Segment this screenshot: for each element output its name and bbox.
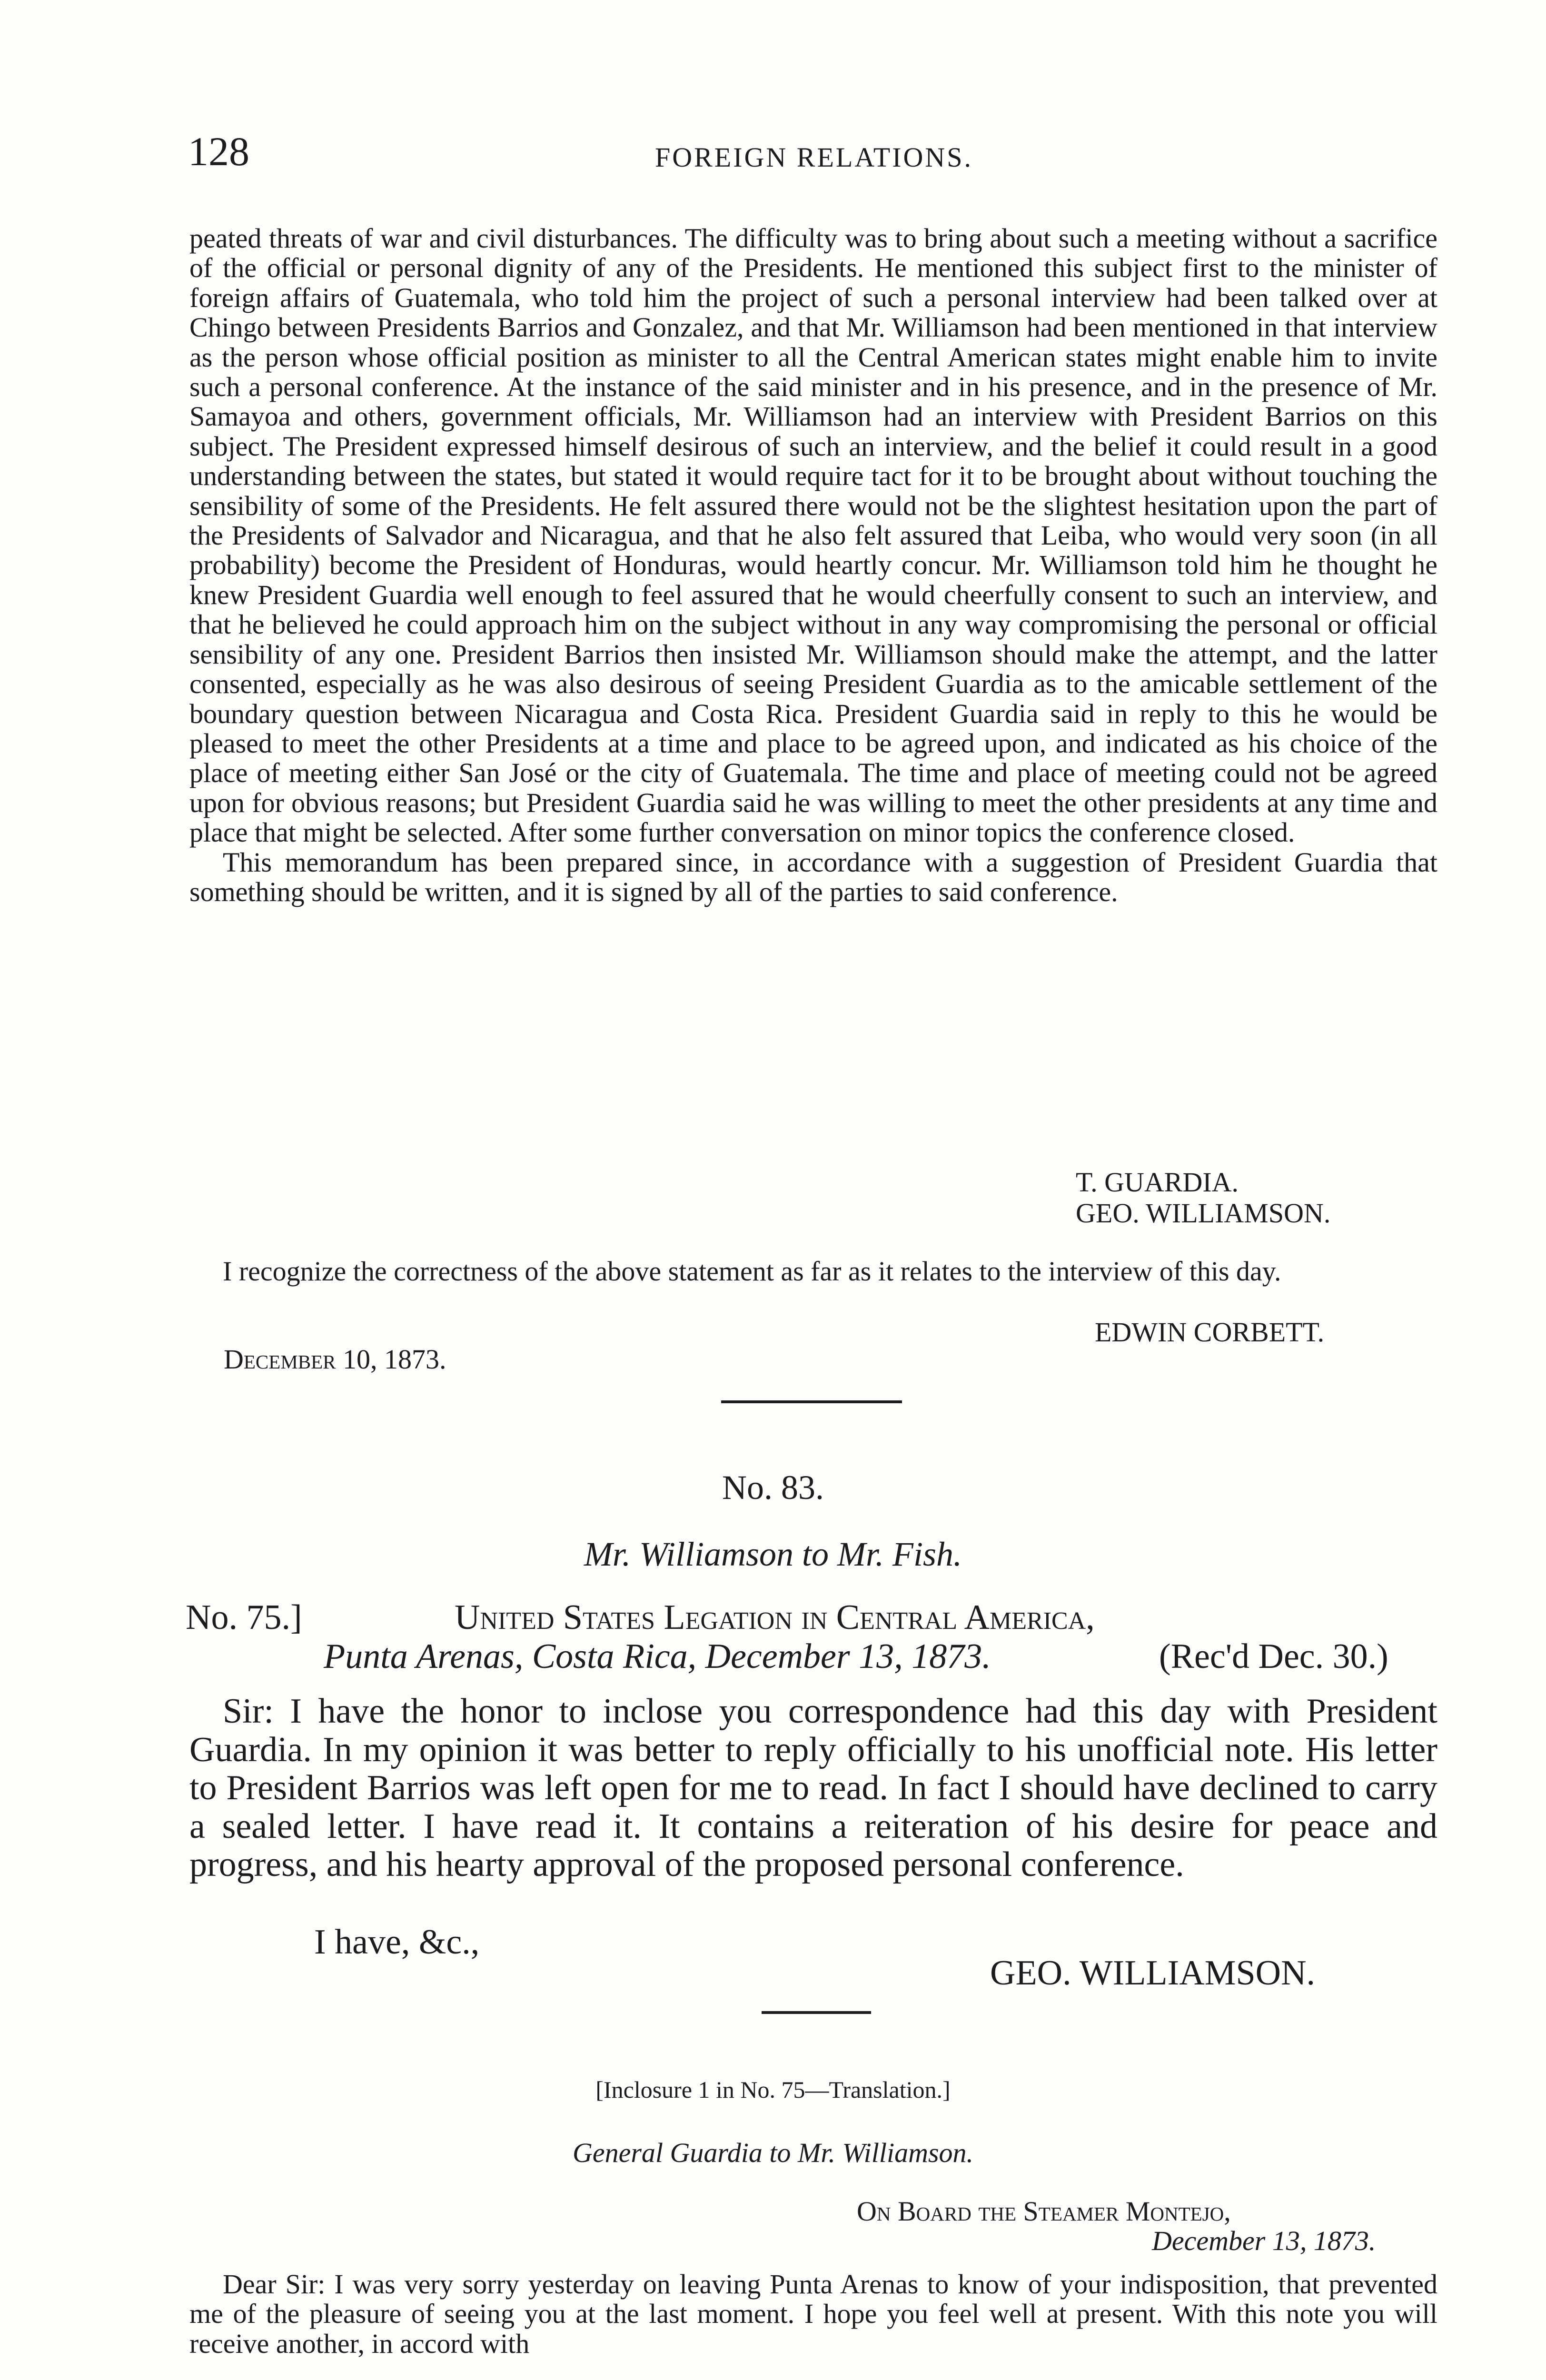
legation-heading: United States Legation in Central America, bbox=[455, 1598, 1095, 1637]
document-title: Mr. Williamson to Mr. Fish. bbox=[584, 1535, 962, 1573]
signature-corbett: EDWIN CORBETT. bbox=[1095, 1317, 1325, 1348]
dispatch-closing: I have, &c., bbox=[314, 1923, 480, 1962]
inclosure-text: Dear Sir: I was very sorry yesterday on leaving Punta Arenas to know of your indisposition, that prevented me of the pleasure of seeing you at the last moment. I hope you feel well at present. With this note you will receive another, in accord with bbox=[189, 2269, 1437, 2359]
inclosure-body bbox=[189, 2270, 1437, 2359]
signature-guardia: T. GUARDIA. bbox=[1076, 1167, 1239, 1198]
signature-williamson: GEO. WILLIAMSON. bbox=[1076, 1198, 1331, 1229]
dispatch-signature: GEO. WILLIAMSON. bbox=[990, 1954, 1316, 1993]
document-number: No. 83. bbox=[722, 1468, 824, 1507]
section-divider bbox=[721, 1400, 902, 1403]
received-date: (Rec'd Dec. 30.) bbox=[1159, 1637, 1388, 1676]
inclosure-location: On Board the Steamer Montejo, bbox=[857, 2196, 1231, 2227]
inclosure-label: [Inclosure 1 in No. 75—Translation.] bbox=[595, 2076, 951, 2103]
inclosure-date: December 13, 1873. bbox=[1152, 2225, 1376, 2256]
dispatch-text: Sir: I have the honor to inclose you correspondence had this day with President Guardia. In my opinion it was better to reply officially to his unofficial note. His letter to President Barrios was left open for me to read. In fact I should have declined to carry a sealed letter. I have read it. It contains a reiteration of his desire for peace and progress, and his hearty approval of the proposed personal conference. bbox=[189, 1692, 1437, 1884]
page-header bbox=[188, 128, 1440, 180]
memorandum-date: December 10, 1873. bbox=[224, 1344, 446, 1375]
memorandum-body bbox=[189, 224, 1437, 907]
dispatch-number: No. 75.] bbox=[186, 1598, 302, 1637]
inclosure-divider bbox=[762, 2011, 871, 2014]
recognition-block bbox=[189, 1257, 1437, 1286]
page-number: 128 bbox=[188, 129, 249, 174]
inclosure-title: General Guardia to Mr. Williamson. bbox=[572, 2137, 974, 2168]
memorandum-paragraph-2: This memorandum has been prepared since, in accordance with a suggestion of President Guardia that something should be written, and it is signed by all of the parties to said conference. bbox=[189, 846, 1437, 907]
memorandum-paragraph-1: peated threats of war and civil disturbances. The difficulty was to bring about such a meeting without a sacrifice of the official or personal dignity of any of the Presidents. He mentioned this subject first to the minister of foreign affairs of Guatemala, who told him the project of such a personal interview had been talked over at Chingo between Presidents Barrios and Gonzalez, and that Mr. Williamson had been mentioned in that interview as the person whose official position as minister to all the Central American states might enable him to invite such a personal conference. At the instance of the said minister and in his presence, and in the presence of Mr. Samayoa and others, government officials, Mr. Williamson had an interview with President Barrios on this subject. The President expressed himself desirous of such an interview, and the belief it could result in a good understanding between the states, but stated it would require tact for it to be brought about without touching the sensibility of some of the Presidents. He felt assured there would not be the slightest hesitation upon the part of the Presidents of Salvador and Nicaragua, and that he also felt assured that Leiba, who would very soon (in all probability) become the President of Honduras, would heartly concur. Mr. Williamson told him he thought he knew President Guardia well enough to feel assured that he would cheerfully consent to such an interview, and that he believed he could approach him on the subject without in any way compromising the personal or official sensibility of any one. President Barrios then insisted Mr. Williamson should make the attempt, and the latter consented, especially as he was also desirous of seeing President Guardia as to the amicable settlement of the boundary question between Nicaragua and Costa Rica. President Guardia said in reply to this he would be pleased to meet the other Presidents at a time and place to be agreed upon, and indicated as his choice of the place of meeting either San José or the city of Guatemala. The time and place of meeting could not be agreed upon for obvious reasons; but President Guardia said he was willing to meet the other presidents at any time and place that might be selected. After some further conversation on minor topics the conference closed. bbox=[189, 223, 1437, 848]
dispatch-place-date: Punta Arenas, Costa Rica, December 13, 1873. bbox=[324, 1637, 991, 1676]
running-head: FOREIGN RELATIONS. bbox=[654, 142, 973, 173]
dispatch-body bbox=[189, 1692, 1437, 1884]
recognition-text: I recognize the correctness of the above statement as far as it relates to the interview of this day. bbox=[223, 1256, 1281, 1287]
